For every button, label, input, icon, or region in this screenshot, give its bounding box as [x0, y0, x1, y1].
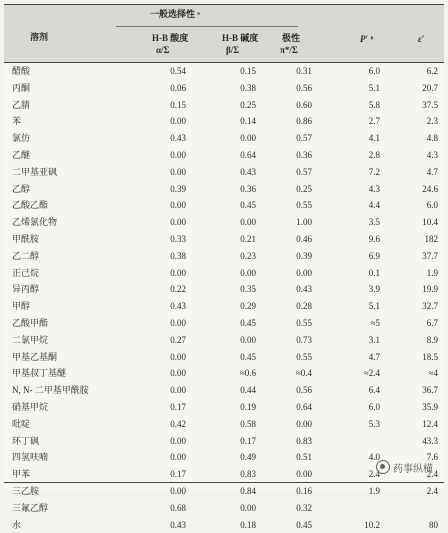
- cell-hb-basicity: 0.45: [240, 200, 256, 211]
- table-row: [4, 500, 444, 517]
- table-row: [4, 164, 444, 181]
- cell-polarity: 0.45: [296, 519, 312, 530]
- cell-polarity-index: 4.0: [368, 452, 380, 463]
- table-row: [4, 97, 444, 114]
- table-row: [4, 248, 444, 265]
- cell-polarity: 0.16: [296, 485, 312, 496]
- cell-solvent: 异丙醇: [12, 284, 40, 295]
- top-rule: [4, 4, 444, 5]
- header-hb-basicity-symbol: β/Σ: [226, 45, 240, 55]
- table-row: [4, 365, 444, 382]
- cell-dielectric: 2.3: [426, 116, 438, 127]
- cell-hb-basicity: 0.45: [240, 351, 256, 362]
- header-polarity: 极性: [282, 33, 301, 43]
- table-row: [4, 130, 444, 147]
- cell-solvent: 吡啶: [12, 418, 31, 429]
- cell-hb-basicity: 0.14: [240, 116, 256, 127]
- cell-hb-acidity: 0.00: [170, 267, 186, 278]
- cell-polarity: 0.64: [296, 401, 312, 412]
- cell-hb-acidity: 0.42: [170, 418, 186, 429]
- table-row: [4, 298, 444, 315]
- cell-hb-basicity: 0.36: [240, 183, 256, 194]
- cell-solvent: 乙醇: [12, 183, 31, 194]
- cell-polarity: 0.28: [296, 301, 312, 312]
- cell-polarity: 0.55: [296, 317, 312, 328]
- cell-hb-acidity: 0.43: [170, 301, 186, 312]
- cell-hb-acidity: 0.17: [170, 469, 186, 480]
- table-row: [4, 113, 444, 130]
- cell-dielectric: 4.7: [426, 166, 438, 177]
- watermark: [376, 456, 446, 478]
- cell-polarity: 0.36: [296, 149, 312, 160]
- cell-dielectric: 4.3: [426, 149, 438, 160]
- cell-dielectric: 37.5: [422, 99, 438, 110]
- cell-dielectric: 6.0: [426, 200, 438, 211]
- cell-hb-acidity: 0.00: [170, 200, 186, 211]
- cell-polarity: 0.57: [296, 166, 312, 177]
- cell-polarity-index: 3.9: [368, 284, 380, 295]
- cell-polarity-index: 3.1: [368, 334, 380, 345]
- cell-polarity-index: 10.2: [364, 519, 380, 530]
- cell-polarity-index: 5.3: [368, 418, 380, 429]
- cell-polarity: 0.43: [296, 284, 312, 295]
- cell-polarity: 0.83: [296, 435, 312, 446]
- table-row: [4, 433, 444, 450]
- cell-hb-acidity: 0.38: [170, 250, 186, 261]
- cell-hb-acidity: 0.27: [170, 334, 186, 345]
- cell-hb-basicity: 0.64: [240, 149, 256, 160]
- cell-hb-basicity: 0.00: [240, 502, 256, 513]
- wechat-logo-icon: [376, 460, 390, 474]
- cell-polarity: 0.00: [296, 267, 312, 278]
- cell-solvent: 四氢呋喃: [12, 452, 49, 463]
- cell-dielectric: 7.6: [426, 452, 438, 463]
- cell-hb-basicity: 0.17: [240, 435, 256, 446]
- cell-hb-basicity: 0.35: [240, 284, 256, 295]
- cell-polarity: 0.39: [296, 250, 312, 261]
- header-hb-acidity: H-B 酸度: [152, 33, 189, 43]
- cell-dielectric: 6.2: [426, 66, 438, 76]
- cell-polarity: 0.86: [296, 116, 312, 127]
- cell-solvent: 氯仿: [12, 133, 31, 144]
- cell-solvent: 二甲基亚砜: [12, 166, 58, 177]
- cell-hb-acidity: 0.06: [170, 82, 186, 93]
- cell-polarity-index: ≈2.4: [363, 368, 380, 379]
- group-header: 一般选择性 ᵃ: [150, 9, 200, 19]
- cell-dielectric: 36.7: [422, 385, 438, 396]
- cell-solvent: 醋酸: [12, 66, 31, 76]
- cell-dielectric: 8.9: [426, 334, 438, 345]
- cell-polarity-index: 3.5: [368, 217, 380, 228]
- cell-polarity: 0.25: [296, 183, 312, 194]
- cell-hb-basicity: 0.83: [240, 469, 256, 480]
- cell-solvent: N, N- 二甲基甲酰胺: [12, 385, 89, 396]
- cell-polarity: 0.56: [296, 385, 312, 396]
- cell-polarity: 0.46: [296, 233, 312, 244]
- cell-dielectric: 24.6: [422, 183, 438, 194]
- cell-polarity-index: 5.1: [368, 82, 380, 93]
- cell-polarity-index: 1.9: [368, 485, 380, 496]
- cell-hb-acidity: 0.00: [170, 149, 186, 160]
- cell-polarity: 0.73: [296, 334, 312, 345]
- cell-polarity: 0.32: [296, 502, 312, 513]
- cell-polarity-index: 7.2: [368, 166, 380, 177]
- table-row: [4, 80, 444, 97]
- header-hb-acidity-symbol: α/Σ: [156, 45, 170, 55]
- cell-polarity-index: 2.4: [368, 469, 380, 480]
- table-row: [4, 147, 444, 164]
- cell-solvent: 苯: [12, 116, 22, 127]
- cell-dielectric: 4.8: [426, 133, 438, 144]
- cell-hb-acidity: 0.00: [170, 217, 186, 228]
- cell-hb-basicity: 0.44: [240, 385, 256, 396]
- cell-hb-acidity: 0.00: [170, 385, 186, 396]
- cell-hb-basicity: 0.25: [240, 99, 256, 110]
- cell-polarity-index: 6.9: [368, 250, 380, 261]
- cell-hb-acidity: 0.54: [170, 66, 186, 76]
- cell-polarity: 0.55: [296, 351, 312, 362]
- table-row: [4, 399, 444, 416]
- cell-hb-acidity: 0.00: [170, 166, 186, 177]
- header-hb-basicity: H-B 碱度: [222, 33, 259, 43]
- watermark-text: 药事纵横: [393, 463, 433, 475]
- cell-hb-acidity: 0.15: [170, 99, 186, 110]
- cell-hb-basicity: ≈0.6: [239, 368, 256, 379]
- cell-solvent: 水: [12, 519, 22, 530]
- cell-polarity-index: 9.6: [368, 233, 380, 244]
- table-row: [4, 265, 444, 282]
- cell-hb-basicity: 0.84: [240, 485, 256, 496]
- cell-hb-basicity: 0.19: [240, 401, 256, 412]
- cell-solvent: 乙酸甲酯: [12, 317, 49, 328]
- cell-polarity-index: 4.3: [368, 183, 380, 194]
- cell-polarity: 0.60: [296, 99, 312, 110]
- cell-hb-acidity: 0.33: [170, 233, 186, 244]
- group-header-rule: [116, 26, 298, 27]
- cell-solvent: 甲基乙基酮: [12, 351, 58, 362]
- cell-solvent: 三氟乙醇: [12, 502, 49, 513]
- cell-solvent: 硝基甲烷: [12, 401, 49, 412]
- cell-dielectric: 43.3: [422, 435, 438, 446]
- cell-hb-basicity: 0.00: [240, 133, 256, 144]
- table-row: [4, 197, 444, 214]
- cell-dielectric: 182: [424, 233, 438, 244]
- cell-dielectric: 20.7: [422, 82, 438, 93]
- table-row: [4, 63, 444, 80]
- cell-hb-acidity: 0.00: [170, 368, 186, 379]
- cell-polarity-index: 6.4: [368, 385, 380, 396]
- cell-hb-basicity: 0.23: [240, 250, 256, 261]
- table-row: [4, 231, 444, 248]
- cell-solvent: 甲基叔丁基醚: [12, 368, 67, 379]
- cell-solvent: 甲醇: [12, 301, 31, 312]
- bottom-rule: [4, 482, 444, 483]
- cell-hb-acidity: 0.00: [170, 452, 186, 463]
- cell-polarity: 0.56: [296, 82, 312, 93]
- cell-polarity-index: 2.8: [368, 149, 380, 160]
- cell-hb-basicity: 0.00: [240, 217, 256, 228]
- cell-dielectric: 80: [429, 519, 438, 530]
- cell-dielectric: 19.9: [422, 284, 438, 295]
- cell-solvent: 丙酮: [12, 82, 31, 93]
- cell-hb-basicity: 0.29: [240, 301, 256, 312]
- table-row: [4, 181, 444, 198]
- cell-polarity: ≈0.4: [295, 368, 312, 379]
- cell-hb-acidity: 0.39: [170, 183, 186, 194]
- cell-polarity: 0.51: [296, 452, 312, 463]
- cell-hb-acidity: 0.00: [170, 485, 186, 496]
- cell-polarity-index: 6.0: [368, 66, 380, 76]
- cell-hb-basicity: 0.38: [240, 82, 256, 93]
- header-dielectric: ε′: [418, 34, 425, 44]
- cell-polarity-index: 2.7: [368, 116, 380, 127]
- header-polarity-symbol: π*/Σ: [280, 45, 298, 55]
- cell-hb-acidity: 0.22: [170, 284, 186, 295]
- cell-polarity: 1.00: [296, 217, 312, 228]
- cell-hb-basicity: 0.18: [240, 519, 256, 530]
- table-row: [4, 382, 444, 399]
- cell-polarity-index: 4.7: [368, 351, 380, 362]
- cell-solvent: 正己烷: [12, 267, 40, 278]
- cell-solvent: 三乙胺: [12, 485, 40, 496]
- cell-hb-basicity: 0.15: [240, 66, 256, 76]
- table-row: [4, 315, 444, 332]
- cell-polarity: 0.00: [296, 469, 312, 480]
- table-row: [4, 416, 444, 433]
- table-row: [4, 214, 444, 231]
- cell-polarity: 0.00: [296, 418, 312, 429]
- cell-solvent: 二氯甲烷: [12, 334, 49, 345]
- cell-polarity-index: 4.4: [368, 200, 380, 211]
- cell-solvent: 乙酸乙酯: [12, 200, 49, 211]
- cell-dielectric: 6.7: [426, 317, 438, 328]
- header-polarity-index: P′ ᵇ: [360, 34, 373, 44]
- cell-solvent: 乙烯氯化物: [12, 217, 58, 228]
- cell-hb-acidity: 0.43: [170, 133, 186, 144]
- cell-polarity-index: 5.1: [368, 301, 380, 312]
- cell-dielectric: 37.7: [422, 250, 438, 261]
- cell-hb-acidity: 0.00: [170, 116, 186, 127]
- cell-polarity-index: ≈5: [370, 317, 380, 328]
- cell-solvent: 乙腈: [12, 99, 31, 110]
- cell-solvent: 甲酰胺: [12, 233, 40, 244]
- solvent-selectivity-table: [4, 4, 444, 530]
- cell-dielectric: 2.4: [426, 485, 438, 496]
- table-row: [4, 483, 444, 500]
- cell-hb-basicity: 0.45: [240, 317, 256, 328]
- cell-solvent: 甲苯: [12, 469, 31, 480]
- cell-polarity: 0.57: [296, 133, 312, 144]
- cell-hb-acidity: 0.68: [170, 502, 186, 513]
- cell-solvent: 乙醚: [12, 149, 31, 160]
- table-row: [4, 281, 444, 298]
- cell-hb-basicity: 0.00: [240, 267, 256, 278]
- cell-solvent: 乙二醇: [12, 250, 40, 261]
- cell-hb-basicity: 0.43: [240, 166, 256, 177]
- cell-polarity-index: 5.8: [368, 99, 380, 110]
- cell-dielectric: 10.4: [422, 217, 438, 228]
- cell-hb-acidity: 0.00: [170, 435, 186, 446]
- cell-hb-basicity: 0.58: [240, 418, 256, 429]
- table-header: [4, 4, 444, 62]
- cell-hb-acidity: 0.00: [170, 317, 186, 328]
- cell-polarity-index: 0.1: [368, 267, 380, 278]
- cell-hb-basicity: 0.49: [240, 452, 256, 463]
- cell-polarity: 0.55: [296, 200, 312, 211]
- table-row: [4, 517, 444, 533]
- cell-hb-acidity: 0.43: [170, 519, 186, 530]
- cell-polarity: 0.31: [296, 66, 312, 76]
- cell-dielectric: ≈4: [428, 368, 438, 379]
- table-row: [4, 332, 444, 349]
- cell-dielectric: 1.9: [426, 267, 438, 278]
- cell-dielectric: 12.4: [422, 418, 438, 429]
- cell-hb-basicity: 0.21: [240, 233, 256, 244]
- cell-dielectric: 2.4: [426, 469, 438, 480]
- cell-dielectric: 35.9: [422, 401, 438, 412]
- cell-hb-basicity: 0.00: [240, 334, 256, 345]
- cell-hb-acidity: 0.00: [170, 351, 186, 362]
- cell-hb-acidity: 0.17: [170, 401, 186, 412]
- header-solvent: 溶剂: [30, 32, 49, 42]
- cell-polarity-index: 4.1: [368, 133, 380, 144]
- cell-polarity-index: 6.0: [368, 401, 380, 412]
- cell-dielectric: 18.5: [422, 351, 438, 362]
- cell-dielectric: 32.7: [422, 301, 438, 312]
- cell-solvent: 环丁砜: [12, 435, 40, 446]
- table-row: [4, 349, 444, 366]
